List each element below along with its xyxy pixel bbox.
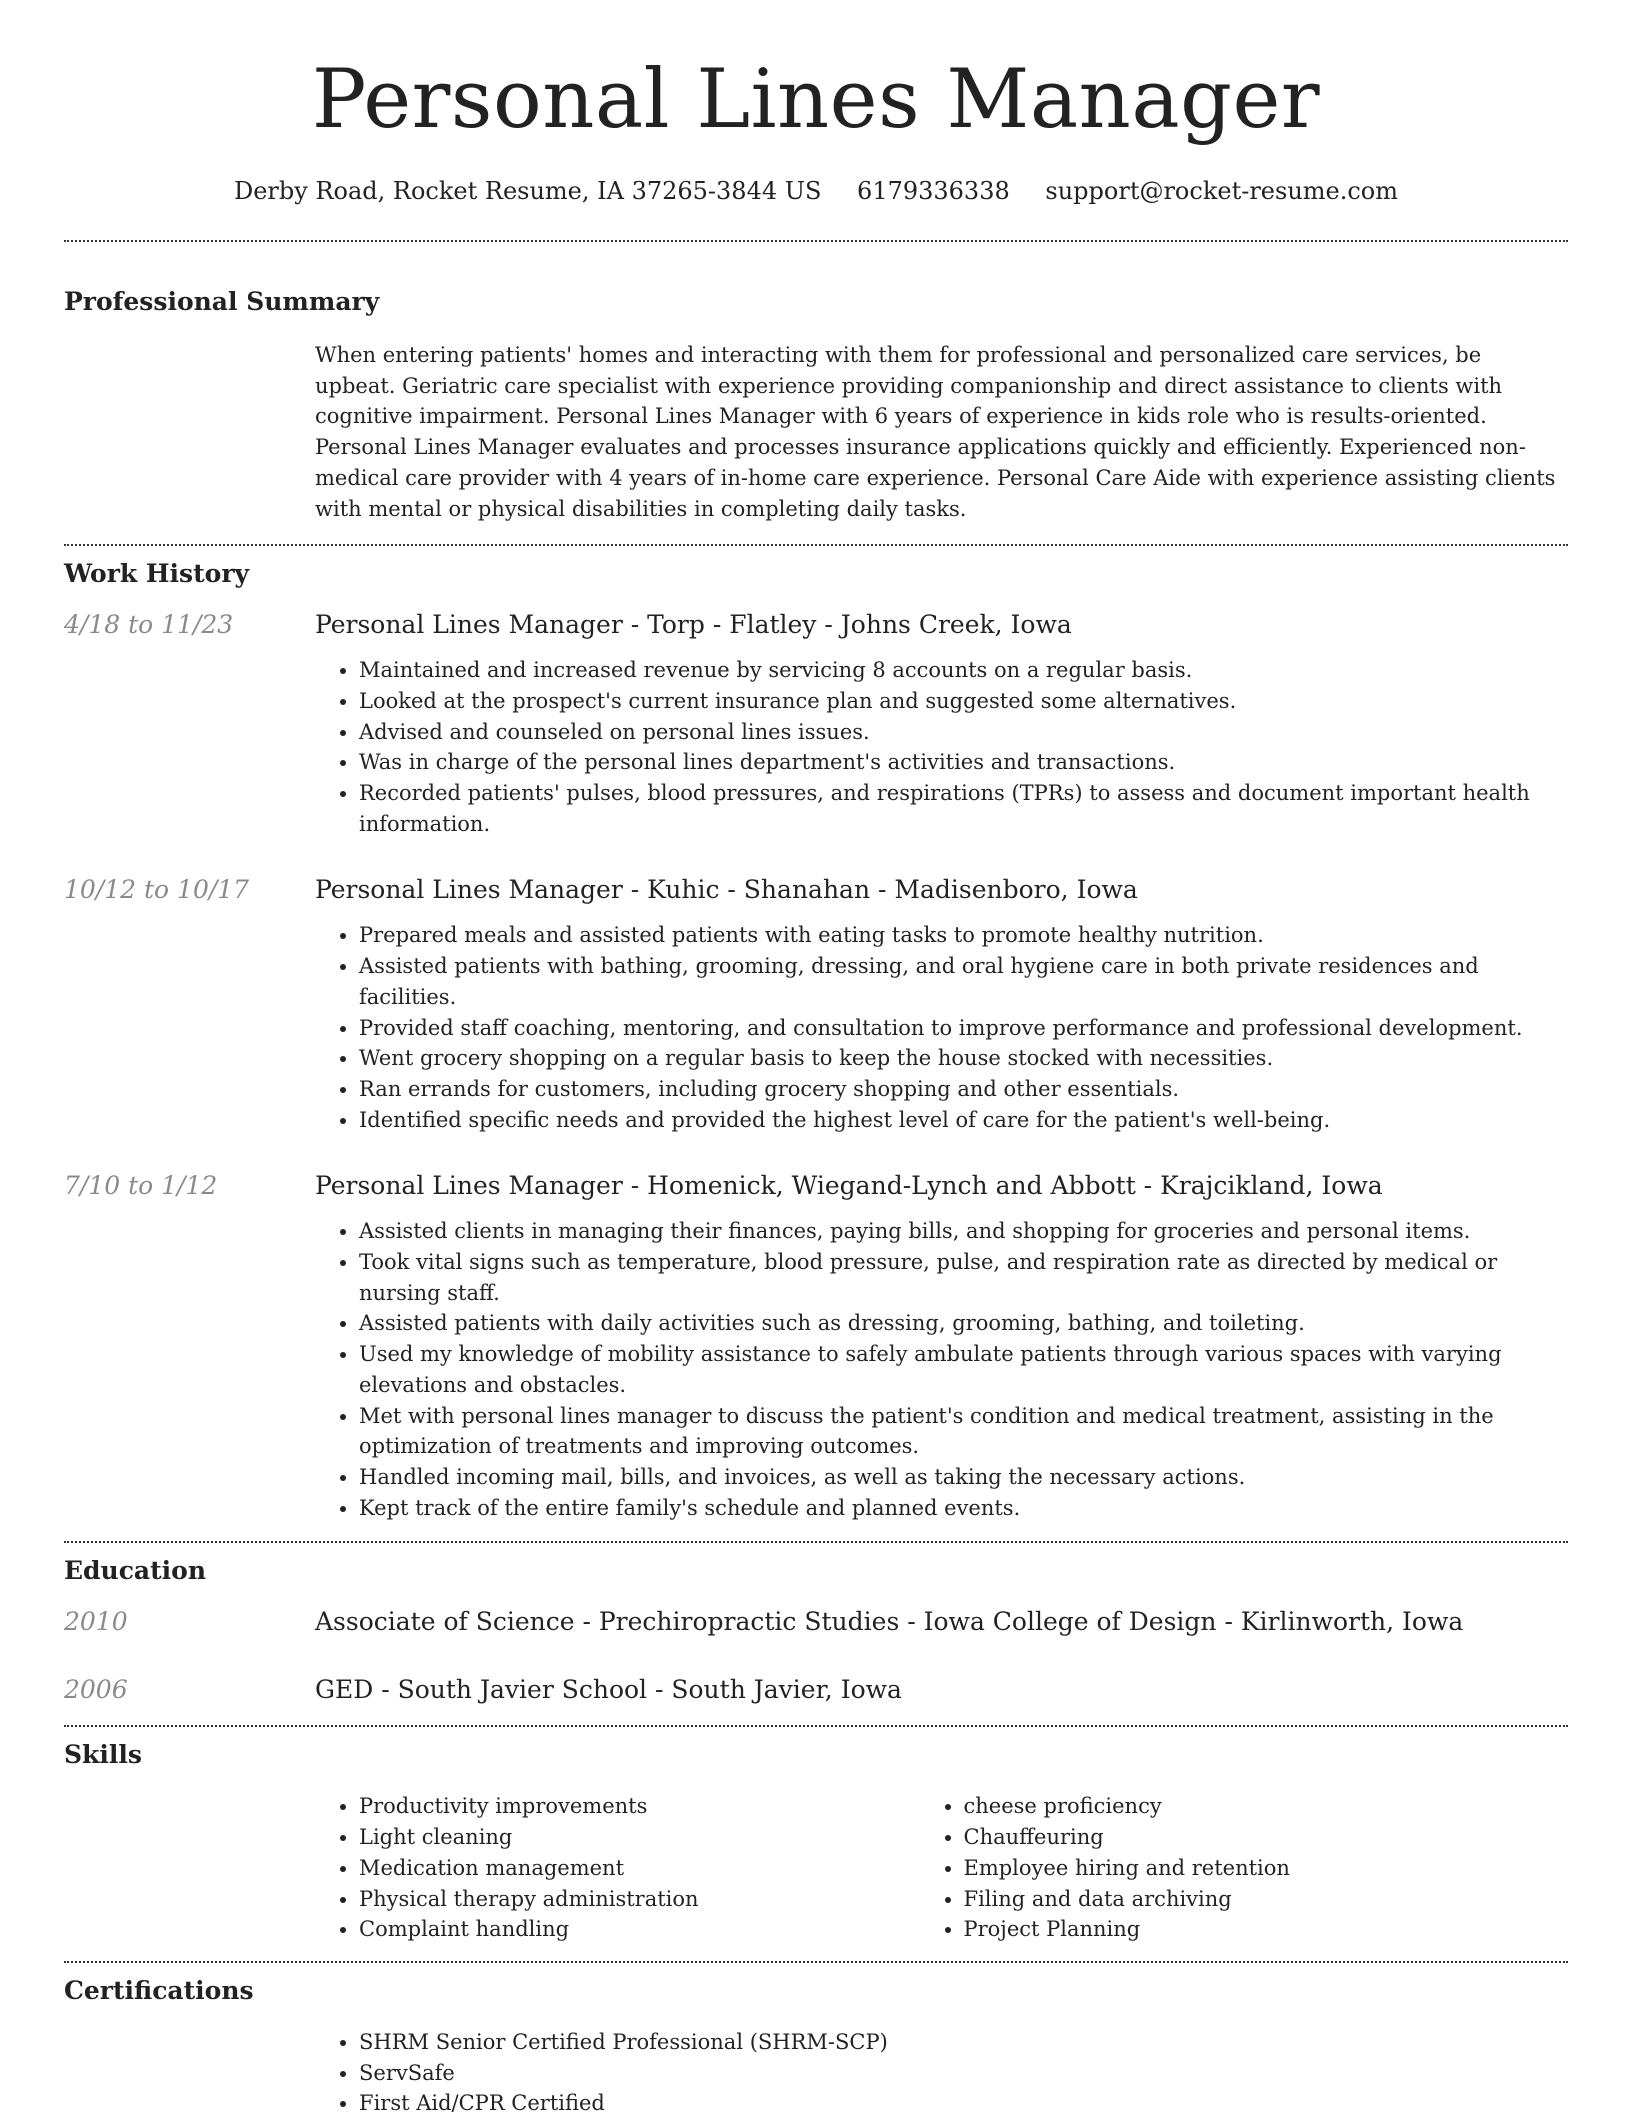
job-bullet: • Handled incoming mail, bills, and invoices, as well as taking the necessary actions. bbox=[359, 1462, 1568, 1493]
contact-line bbox=[64, 176, 1568, 206]
job-heading: Personal Lines Manager - Kuhic - Shanahan - Madisenboro, Iowa bbox=[315, 875, 1138, 905]
job-bullet: • Was in charge of the personal lines department's activities and transactions. bbox=[359, 747, 1568, 778]
education-heading: Education bbox=[64, 1556, 207, 1586]
job-bullet: • Prepared meals and assisted patients with eating tasks to promote healthy nutrition. bbox=[359, 920, 1568, 951]
job-bullet: • Identified specific needs and provided the highest level of care for the patient's well-being. bbox=[359, 1105, 1568, 1136]
skill-item: • Productivity improvements bbox=[359, 1791, 964, 1822]
certification-item: • First Aid/CPR Certified bbox=[359, 2088, 1568, 2112]
skill-item: • Physical therapy administration bbox=[359, 1884, 964, 1915]
job-bullet: • Assisted patients with bathing, grooming, dressing, and oral hygiene care in both private residences and facilities. bbox=[359, 951, 1568, 1012]
skill-item: • Filing and data archiving bbox=[964, 1884, 1569, 1915]
job-entry bbox=[64, 1169, 1568, 1523]
job-dates: 10/12 to 10/17 bbox=[64, 875, 250, 905]
job-bullet: • Recorded patients' pulses, blood pressures, and respirations (TPRs) to assess and document important health information. bbox=[359, 778, 1568, 839]
job-heading: Personal Lines Manager - Homenick, Wiegand-Lynch and Abbott - Krajcikland, Iowa bbox=[315, 1171, 1383, 1201]
job-bullet: • Ran errands for customers, including grocery shopping and other essentials. bbox=[359, 1074, 1568, 1105]
job-bullet: • Advised and counseled on personal lines issues. bbox=[359, 717, 1568, 748]
skill-item: • Light cleaning bbox=[359, 1822, 964, 1853]
job-bullet: • Kept track of the entire family's schedule and planned events. bbox=[359, 1493, 1568, 1524]
divider bbox=[64, 544, 1568, 546]
divider bbox=[64, 1725, 1568, 1727]
education-date: 2010 bbox=[64, 1607, 128, 1637]
certification-item: • ServSafe bbox=[359, 2058, 1568, 2089]
skill-item: • cheese proficiency bbox=[964, 1791, 1569, 1822]
job-body bbox=[315, 873, 1568, 1135]
job-body bbox=[315, 1169, 1568, 1523]
summary-text: When entering patients' homes and interacting with them for professional and personalized care services, be upbeat. Geriatric care specialist with experience providing companionship and direct assistance to clients with cognitive impairment. Personal Lines Manager with 6 years of experience in kids role who is results-oriented. Personal Lines Manager evaluates and processes insurance applications quickly and efficiently. Experienced non-medical care provider with 4 years of in-home care experience. Personal Care Aide with experience assisting clients with mental or physical disabilities in completing daily tasks. bbox=[315, 343, 1556, 521]
resume-name: Personal Lines Manager bbox=[311, 53, 1321, 147]
skill-item: • Chauffeuring bbox=[964, 1822, 1569, 1853]
job-bullet: • Used my knowledge of mobility assistance to safely ambulate patients through various spaces with varying elevations and obstacles. bbox=[359, 1339, 1568, 1400]
education-date: 2006 bbox=[64, 1675, 128, 1705]
job-bullet: • Met with personal lines manager to discuss the patient's condition and medical treatment, assisting in the optimization of treatments and improving outcomes. bbox=[359, 1401, 1568, 1462]
certifications-list bbox=[359, 2027, 1568, 2112]
job-dates: 4/18 to 11/23 bbox=[64, 610, 234, 640]
skills-left-list bbox=[359, 1791, 964, 1945]
work-history-heading: Work History bbox=[64, 559, 250, 589]
skills-right-list bbox=[964, 1791, 1569, 1945]
skill-item: • Project Planning bbox=[964, 1914, 1569, 1945]
job-entry bbox=[64, 608, 1568, 839]
contact-email: support@rocket-resume.com bbox=[1045, 177, 1399, 205]
skill-item: • Employee hiring and retention bbox=[964, 1853, 1569, 1884]
skill-item: • Complaint handling bbox=[359, 1914, 964, 1945]
divider bbox=[64, 1961, 1568, 1963]
divider bbox=[64, 240, 1568, 242]
job-bullet: • Looked at the prospect's current insurance plan and suggested some alternatives. bbox=[359, 686, 1568, 717]
job-heading: Personal Lines Manager - Torp - Flatley - Johns Creek, Iowa bbox=[315, 610, 1072, 640]
divider bbox=[64, 1541, 1568, 1543]
job-bullets bbox=[359, 1216, 1568, 1523]
job-dates: 7/10 to 1/12 bbox=[64, 1171, 218, 1201]
job-bullets bbox=[359, 920, 1568, 1135]
contact-address: Derby Road, Rocket Resume, IA 37265-3844 US bbox=[233, 177, 822, 205]
certification-item: • SHRM Senior Certified Professional (SHRM-SCP) bbox=[359, 2027, 1568, 2058]
job-bullet: • Went grocery shopping on a regular basis to keep the house stocked with necessities. bbox=[359, 1043, 1568, 1074]
job-body bbox=[315, 608, 1568, 839]
skills-columns bbox=[315, 1791, 1568, 1945]
job-bullet: • Provided staff coaching, mentoring, and consultation to improve performance and professional development. bbox=[359, 1013, 1568, 1044]
job-bullet: • Assisted patients with daily activities such as dressing, grooming, bathing, and toileting. bbox=[359, 1308, 1568, 1339]
job-bullet: • Maintained and increased revenue by servicing 8 accounts on a regular basis. bbox=[359, 655, 1568, 686]
skill-item: • Medication management bbox=[359, 1853, 964, 1884]
job-entry bbox=[64, 873, 1568, 1135]
job-bullet: • Took vital signs such as temperature, blood pressure, pulse, and respiration rate as directed by medical or nursing staff. bbox=[359, 1247, 1568, 1308]
education-entry bbox=[64, 1673, 1568, 1707]
contact-phone: 6179336338 bbox=[857, 177, 1010, 205]
education-heading-text: Associate of Science - Prechiropractic Studies - Iowa College of Design - Kirlinworth, Iowa bbox=[315, 1607, 1464, 1637]
certifications-heading: Certifications bbox=[64, 1975, 254, 2005]
summary-heading: Professional Summary bbox=[64, 287, 380, 316]
education-heading-text: GED - South Javier School - South Javier, Iowa bbox=[315, 1675, 902, 1705]
job-bullet: • Assisted clients in managing their finances, paying bills, and shopping for groceries and personal items. bbox=[359, 1216, 1568, 1247]
education-entry bbox=[64, 1605, 1568, 1639]
job-bullets bbox=[359, 655, 1568, 839]
skills-heading: Skills bbox=[64, 1740, 142, 1770]
resume-page bbox=[64, 0, 1568, 2112]
